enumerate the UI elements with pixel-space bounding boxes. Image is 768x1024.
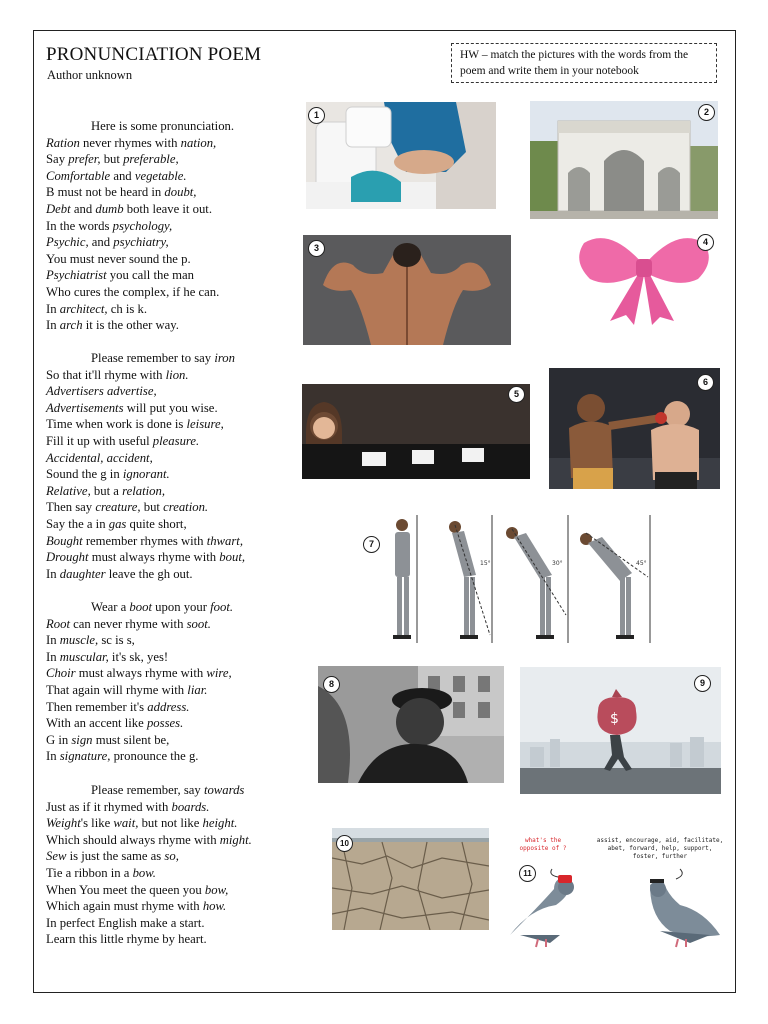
poem-line [46,665,316,682]
poem-text: and [88,235,114,250]
poem-text: quite short, [126,516,187,531]
poem-keyword: Choir [46,666,76,681]
sewing-machine-image [306,102,496,209]
poem-keyword: Accidental, accident, [46,450,153,465]
poem-line [46,799,316,816]
poem-keyword: dumb [95,201,124,216]
poem-keyword: prefer, [68,152,101,167]
poem-text: You must never sound the p. [46,251,191,266]
poem-text: In [46,633,60,648]
poem-text: Say [46,152,69,167]
pink-bow-image [570,229,718,329]
poem-text: Fill it up with useful [46,433,153,448]
picture-number-9: 9 [694,675,711,692]
poem-line [46,748,316,765]
picture-2-arch [530,101,718,219]
picture-number-2: 2 [698,104,715,121]
poem-line [46,632,316,649]
muscular-back-image [303,235,511,345]
poem-line [46,317,316,334]
chimney-sweep-image [318,666,504,783]
picture-number-1: 1 [308,107,325,124]
picture-4-bow [570,229,718,329]
poem-line [46,533,316,550]
poem-keyword: Root [46,616,70,631]
money-weight-image [520,667,721,794]
poem-keyword: Sew [46,849,67,864]
drought-image [332,828,489,930]
fight-bout-image [549,368,720,489]
poem-keyword: nation, [180,135,217,150]
poem-line [46,549,316,566]
poem-keyword: bout, [219,550,246,565]
poem-line [46,350,316,367]
poem-keyword: muscle, [59,633,99,648]
poem-line [46,301,316,318]
picture-number-11: 11 [519,865,536,882]
poem-text: Just as if it rhymed with [46,799,172,814]
picture-number-6: 6 [697,374,714,391]
poem-keyword: architect, [59,301,108,316]
poem-line [46,682,316,699]
pigeon-answer: assist, encourage, aid, facilitate, abet, forward, help, support, foster, further [596,837,724,860]
poem-text: Learn this little rhyme by heart. [46,932,207,947]
picture-5-choir [302,384,530,479]
poem-line [46,168,316,185]
picture-1-sewing [306,102,496,209]
poem-text: Here is some pronunciation. [91,119,235,133]
poem-keyword: liar. [187,682,208,697]
poem-line [46,383,316,400]
poem-text: B must not be heard in [46,185,165,200]
poem-keyword: Drought [46,550,89,565]
poem-text: must always rhyme with [75,666,207,681]
poem-text: but [100,152,124,167]
poem-keyword: Advertisements [46,400,124,415]
poem-line [46,367,316,384]
poem-line [46,201,316,218]
poem-text: must always rhyme with [88,550,220,565]
angle-label-45: 45° [636,560,647,567]
poem-keyword: Psychiatrist [46,268,107,283]
poem-title: PRONUNCIATION POEM [46,44,262,65]
poem-line [46,882,316,899]
poem-keyword: Weight [46,816,81,831]
poem-line [46,450,316,467]
poem-text: remember rhymes with [82,533,207,548]
poem-line [46,466,316,483]
poem-text: In [46,649,60,664]
poem-text: but [140,500,164,515]
poem-text: is just the same as [66,849,165,864]
poem-text: In [46,301,60,316]
poem-line [46,118,316,135]
poem-keyword: leisure, [186,417,224,432]
poem-keyword: gas [108,516,127,531]
poem-text: upon your [151,600,211,614]
poem-line [46,135,316,152]
poem-line [46,267,316,284]
poem-line [46,616,316,633]
poem-keyword: posses. [146,716,184,731]
picture-number-3: 3 [308,240,325,257]
poem-line [46,400,316,417]
poem-text: never rhymes with [79,135,181,150]
poem-keyword: psychology, [112,218,173,233]
poem-keyword: bow, [204,882,229,897]
poem-text: but a [90,483,123,498]
poem-keyword: relation, [122,483,166,498]
marble-arch-image [530,101,718,219]
poem-text: Wear a [91,600,130,614]
poem-line [46,483,316,500]
poem-keyword: towards [203,783,245,797]
poem-keyword: ignorant. [122,467,170,482]
poem-text: Then say [46,500,96,515]
poem-keyword: vegetable. [134,168,187,183]
poem-line [46,715,316,732]
poem-line [46,599,316,616]
homework-box: HW – match the pictures with the words from the poem and write them in your notebook [451,43,717,83]
poem-text: 's like [80,816,114,831]
picture-number-10: 10 [336,835,353,852]
poem-text: Sound the g in [46,467,123,482]
poem-line [46,416,316,433]
poem-keyword: Relative, [46,483,91,498]
poem-line [46,915,316,932]
poem-keyword: foot. [210,600,234,614]
picture-number-4: 4 [697,234,714,251]
poem-line [46,848,316,865]
poem-keyword: address. [147,699,190,714]
poem-text: will put you wise. [123,400,218,415]
poem-text: In perfect English make a start. [46,915,205,930]
stanza-2 [46,350,316,582]
pigeon-question: what's the opposite of ? [519,837,567,852]
poem-text: and [70,201,96,216]
poem-keyword: height. [202,816,238,831]
poem-text: Please remember, say [91,783,204,797]
poem-text: Which should always rhyme with [46,832,220,847]
poem-text: and [110,168,135,183]
angle-label-15: 15° [480,560,491,567]
poem-keyword: soot. [186,616,211,631]
poem-keyword: creation. [163,500,209,515]
poem-keyword: wait, [113,816,139,831]
poem-text: it is the other way. [82,318,179,333]
poem-keyword: arch [59,318,83,333]
poem-text: Who cures the complex, if he can. [46,284,220,299]
bowing-figures-image [360,515,660,645]
picture-number-7: 7 [363,536,380,553]
poem-line [46,566,316,583]
poem-keyword: boards. [171,799,210,814]
poem-keyword: doubt, [164,185,197,200]
poem-keyword: so, [164,849,179,864]
poem-text: pronounce the g. [110,749,199,764]
poem-keyword: iron [214,351,235,365]
poem-text: In [46,749,60,764]
poem-keyword: bow. [132,865,156,880]
poem-line [46,499,316,516]
poem-keyword: lion. [165,367,189,382]
poem-keyword: Ration [46,135,80,150]
poem-keyword: psychiatry, [113,235,169,250]
poem-line [46,184,316,201]
picture-3-muscle [303,235,511,345]
poem-text: Time when work is done is [46,417,187,432]
picture-10-drought [332,828,489,930]
poem-text: leave the gh out. [105,566,193,581]
stanza-1 [46,118,316,334]
poem-keyword: Psychic, [46,235,89,250]
picture-11-pigeons [500,835,725,955]
stanza-4 [46,782,316,948]
picture-number-8: 8 [323,676,340,693]
stanza-3 [46,599,316,765]
poem-line [46,234,316,251]
angle-label-30: 30° [552,560,563,567]
poem-line [46,815,316,832]
poem-line [46,782,316,799]
poem-keyword: Comfortable [46,168,111,183]
poem-text: sc is s, [98,633,135,648]
poem-line [46,865,316,882]
poem-text: In [46,566,60,581]
poem-line [46,699,316,716]
choir-image [302,384,530,479]
poem-text: G in [46,732,72,747]
poem-text: Then remember it's [46,699,148,714]
poem-keyword: Debt [46,201,71,216]
poem-text: but not like [138,816,203,831]
poem-keyword: thwart, [206,533,243,548]
svg-text:$: $ [610,711,619,727]
poem-text: With an accent like [46,716,147,731]
poem-line [46,284,316,301]
poem-keyword: how. [202,899,227,914]
picture-9-weight [520,667,721,794]
poem-text: That again will rhyme with [46,682,188,697]
poem-text: In [46,318,60,333]
poem-keyword: might. [219,832,252,847]
picture-7-bowing [360,515,660,645]
poem-text: you call the man [106,268,195,283]
poem-text: Tie a ribbon in a [46,865,133,880]
poem-keyword: preferable, [123,152,179,167]
poem-keyword: sign [71,732,93,747]
poem-line [46,898,316,915]
poem-text: In the words [46,218,113,233]
poem-keyword: signature, [59,749,111,764]
poem-keyword: boot [129,600,152,614]
poem-text: Which again must rhyme with [46,899,203,914]
poem-text: must silent be, [92,732,170,747]
poem-line [46,151,316,168]
poem-keyword: wire, [206,666,232,681]
poem-line [46,649,316,666]
poem-keyword: creature, [95,500,141,515]
picture-number-5: 5 [508,386,525,403]
poem-text: So that it'll rhyme with [46,367,166,382]
poem-line [46,931,316,948]
poem-text: ch is k. [107,301,148,316]
poem-text: it's sk, yes! [108,649,169,664]
picture-6-bout [549,368,720,489]
poem-text: When You meet the queen you [46,882,205,897]
poem-line [46,218,316,235]
poem-keyword: Advertisers advertise, [46,384,157,399]
poem-keyword: pleasure. [152,433,200,448]
picture-8-soot [318,666,504,783]
poem-text: Please remember to say [91,351,215,365]
poem-text: Say the a in [46,516,109,531]
poem-keyword: daughter [59,566,106,581]
poem-line [46,433,316,450]
poem-text: both leave it out. [123,201,212,216]
poem-keyword: muscular, [59,649,109,664]
author-line: Author unknown [47,68,133,82]
poem-line [46,832,316,849]
poem-keyword: Bought [46,533,83,548]
poem-text: can never rhyme with [69,616,187,631]
poem-line [46,251,316,268]
poem-line [46,732,316,749]
poem-line [46,516,316,533]
